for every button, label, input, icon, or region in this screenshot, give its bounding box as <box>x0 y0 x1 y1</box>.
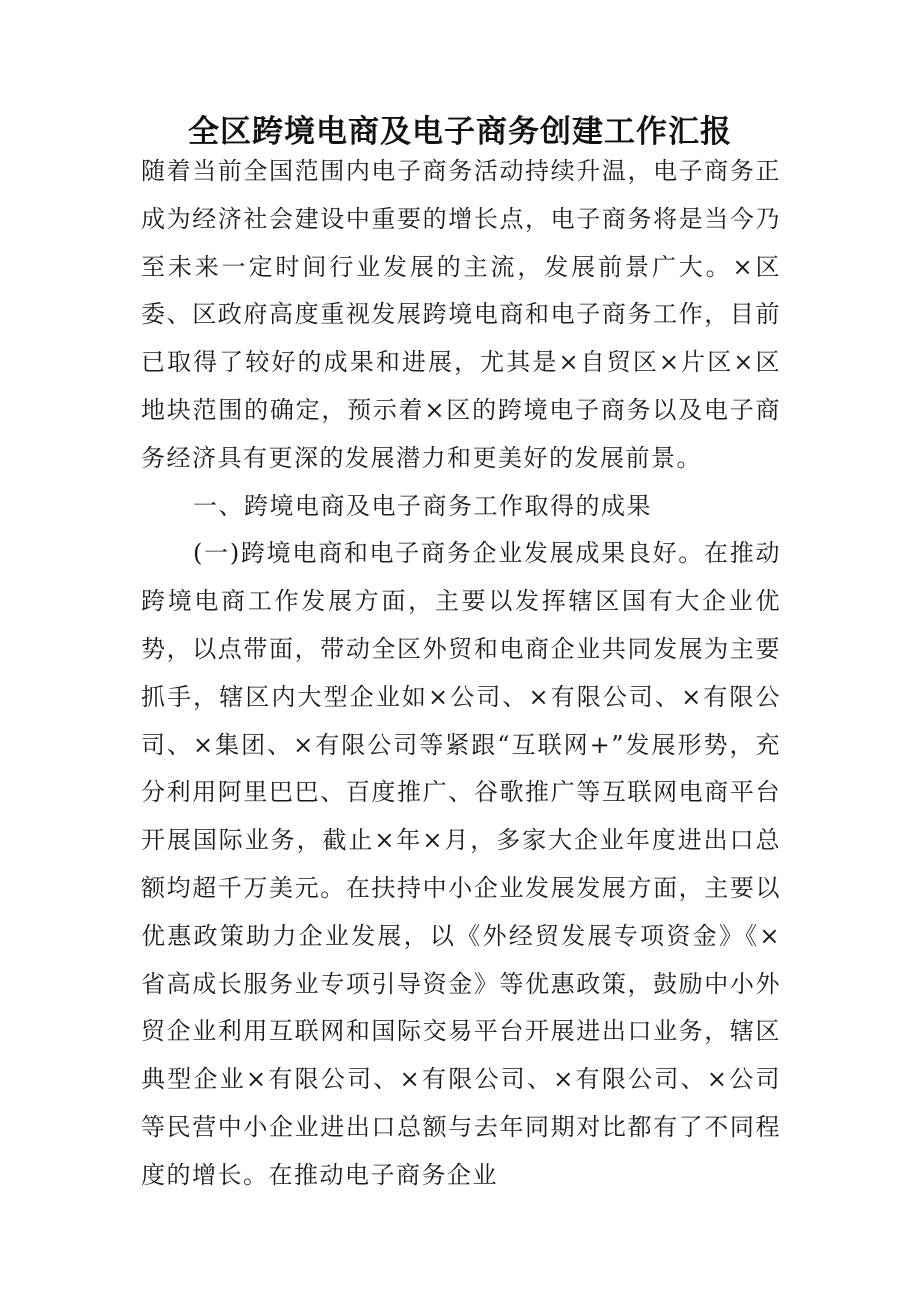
intro-paragraph: 随着当前全国范围内电子商务活动持续升温，电子商务正成为经济社会建设中重要的增长点，电子商务将是当今乃至未来一定时间行业发展的主流，发展前景广大。×区委、区政府高度重视发展跨境电商和电子商务工作，目前已取得了较好的成果和进展，尤其是×自贸区×片区×区地块范围的确定，预示着×区的跨境电子商务以及电子商务经济具有更深的发展潜力和更美好的发展前景。 <box>141 157 781 472</box>
body-paragraph: (一)跨境电商和电子商务企业发展成果良好。在推动跨境电商工作发展方面，主要以发挥辖区国有大企业优势，以点带面，带动全区外贸和电商企业共同发展为主要抓手，辖区内大型企业如×公司、×有限公司、×有限公司、×集团、×有限公司等紧跟“互联网+”发展形势，充分利用阿里巴巴、百度推广、谷歌推广等互联网电商平台开展国际业务，截止×年×月，多家大企业年度进出口总额均超千万美元。在扶持中小企业发展发展方面，主要以优惠政策助力企业发展，以《外经贸发展专项资金》《×省高成长服务业专项引导资金》等优惠政策，鼓励中小外贸企业利用互联网和国际交易平台开展进出口业务，辖区典型企业×有限公司、×有限公司、×有限公司、×公司等民营中小企业进出口总额与去年同期对比都有了不同程度的增长。在推动电子商务企业 <box>141 539 781 1189</box>
section-heading: 一、跨境电商及电子商务工作取得的成果 <box>193 491 652 520</box>
document-title: 全区跨境电商及电子商务创建工作汇报 <box>188 114 732 150</box>
document-body <box>141 148 781 1200</box>
